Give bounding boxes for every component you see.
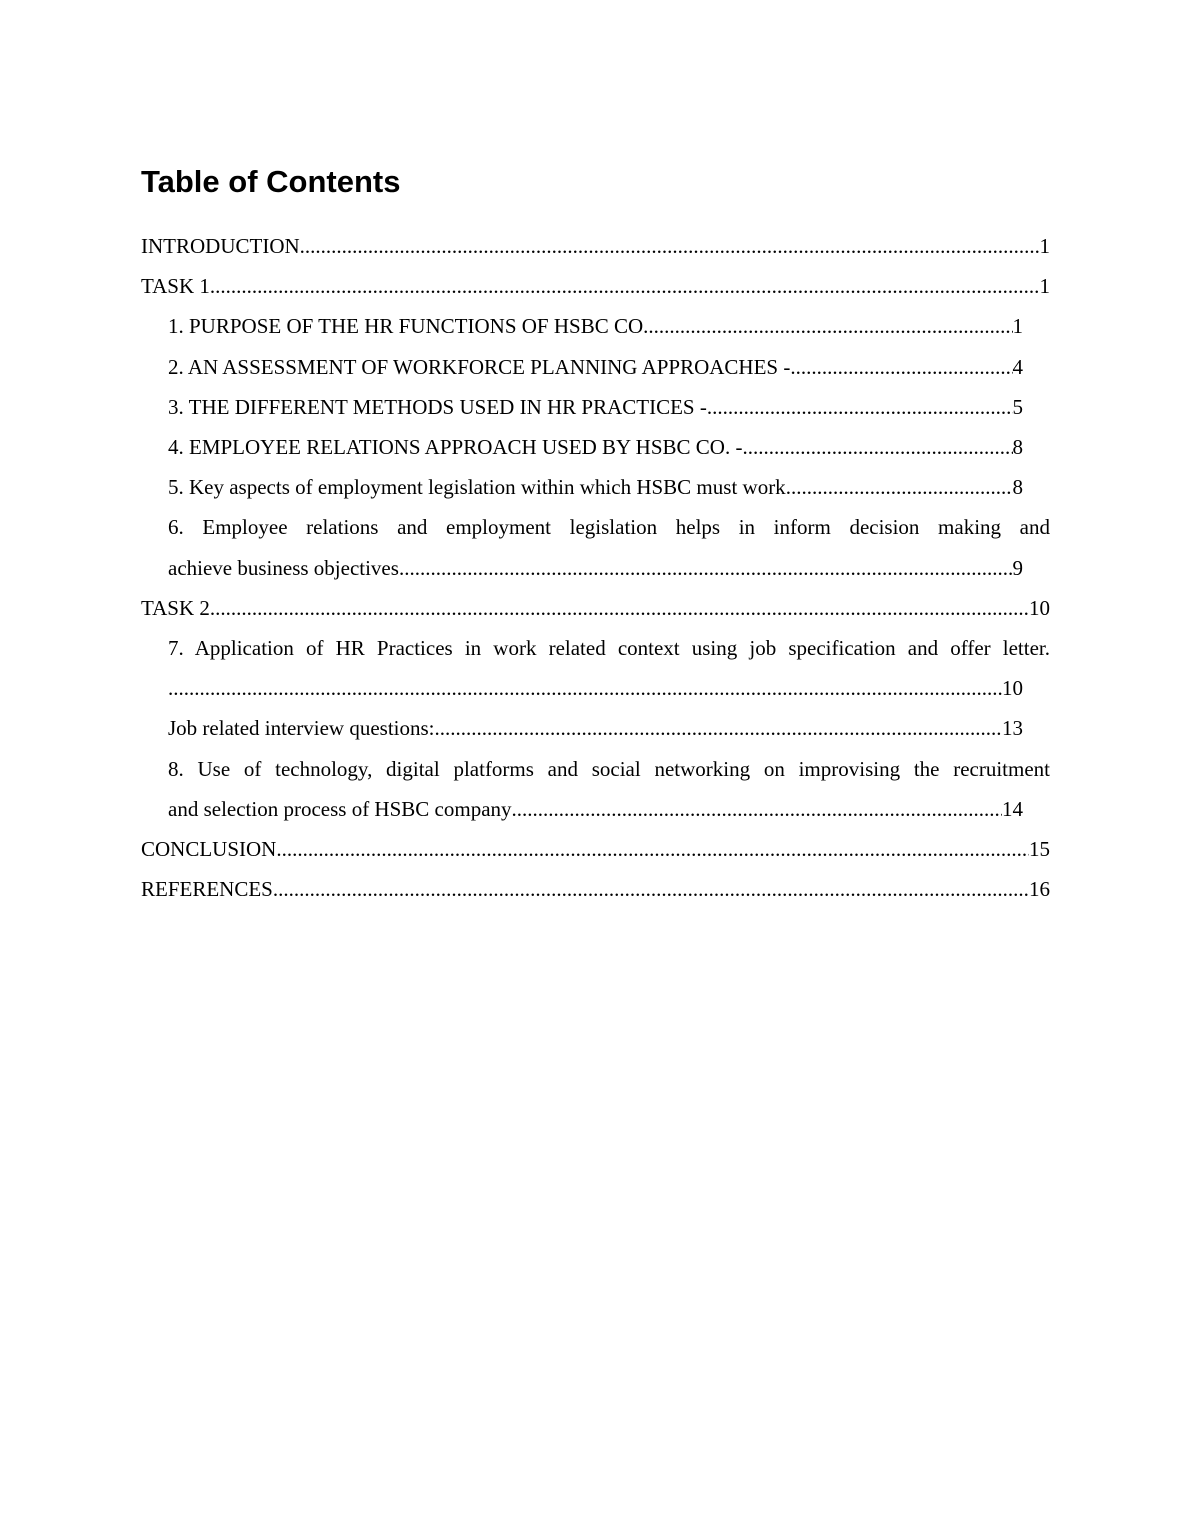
- toc-entry-technology-recruitment[interactable]: [141, 749, 1050, 829]
- dot-leader: [707, 387, 1013, 427]
- toc-page-number: 10: [1002, 676, 1023, 701]
- toc-entry-text-line-2: achieve business objectives: [168, 555, 399, 580]
- toc-page-number: 8: [1012, 435, 1023, 460]
- dot-leader: [168, 668, 1002, 708]
- toc-page-number: 14: [1002, 796, 1023, 821]
- toc-entry-hr-functions[interactable]: [141, 306, 1050, 346]
- toc-entry-text: REFERENCES: [141, 877, 273, 902]
- toc-entry-text-line-1: 6. Employee relations and employment legislation helps in inform decision making and: [168, 515, 1050, 540]
- toc-page-number: 1: [1039, 234, 1050, 258]
- toc-entry-text: 5. Key aspects of employment legislation within which HSBC must work: [168, 475, 786, 500]
- toc-page-number: 10: [1029, 595, 1050, 620]
- toc-entry-employee-relations[interactable]: [141, 427, 1050, 467]
- toc-entry-text-line-2: and selection process of HSBC company: [168, 796, 512, 821]
- dot-leader: [399, 548, 1013, 588]
- toc-page-number: 4: [1012, 354, 1023, 379]
- table-of-contents: [141, 226, 1050, 909]
- toc-page-number: 15: [1029, 837, 1050, 862]
- toc-page-number: 8: [1012, 475, 1023, 500]
- toc-entry-interview-questions[interactable]: [141, 708, 1050, 748]
- document-page: [141, 162, 1050, 909]
- dot-leader: [790, 347, 1012, 387]
- toc-entry-text-line-1: 8. Use of technology, digital platforms and social networking on improvising the recruitment: [168, 756, 1050, 781]
- toc-entry-introduction[interactable]: [141, 226, 1050, 266]
- dot-leader: [210, 266, 1040, 306]
- toc-entry-references[interactable]: [141, 869, 1050, 909]
- dot-leader: [786, 467, 1013, 507]
- toc-page-number: 5: [1012, 394, 1023, 419]
- toc-entry-text: TASK 2: [141, 595, 210, 620]
- toc-entry-text: CONCLUSION: [141, 837, 277, 862]
- toc-entry-employment-legislation[interactable]: [141, 467, 1050, 507]
- toc-entry-text: TASK 1: [141, 274, 210, 299]
- toc-entry-text-line-1: 7. Application of HR Practices in work related context using job specification and offer letter.: [168, 636, 1050, 661]
- toc-entry-text: 2. AN ASSESSMENT OF WORKFORCE PLANNING APPROACHES -: [168, 354, 791, 379]
- toc-entry-text: 1. PURPOSE OF THE HR FUNCTIONS OF HSBC CO.: [168, 314, 649, 339]
- dot-leader: [742, 427, 1012, 467]
- dot-leader: [273, 869, 1029, 909]
- dot-leader: [435, 708, 1002, 748]
- toc-entry-task-2[interactable]: [141, 588, 1050, 628]
- toc-entry-hr-practices-application[interactable]: [141, 628, 1050, 708]
- toc-page-number: 1: [1039, 274, 1050, 299]
- toc-entry-decision-making[interactable]: [141, 507, 1050, 587]
- toc-page-number: 1: [1012, 314, 1023, 339]
- toc-entry-text: Job related interview questions:: [168, 716, 435, 741]
- toc-entry-task-1[interactable]: [141, 266, 1050, 306]
- toc-entry-text: 3. THE DIFFERENT METHODS USED IN HR PRACTICES -: [168, 394, 707, 419]
- toc-page-number: 9: [1012, 555, 1023, 580]
- toc-entry-text: 4. EMPLOYEE RELATIONS APPROACH USED BY HSBC CO. -: [168, 435, 743, 460]
- toc-entry-workforce-planning[interactable]: [141, 347, 1050, 387]
- dot-leader: [648, 306, 1012, 346]
- toc-entry-text: INTRODUCTION: [141, 234, 300, 258]
- toc-page-number: 13: [1002, 716, 1023, 741]
- toc-entry-conclusion[interactable]: [141, 829, 1050, 869]
- toc-page-number: 16: [1029, 877, 1050, 902]
- toc-entry-hr-methods[interactable]: [141, 387, 1050, 427]
- toc-title: Table of Contents: [141, 164, 401, 199]
- dot-leader: [512, 789, 1002, 829]
- dot-leader: [300, 226, 1040, 266]
- dot-leader: [276, 829, 1029, 869]
- dot-leader: [210, 588, 1029, 628]
